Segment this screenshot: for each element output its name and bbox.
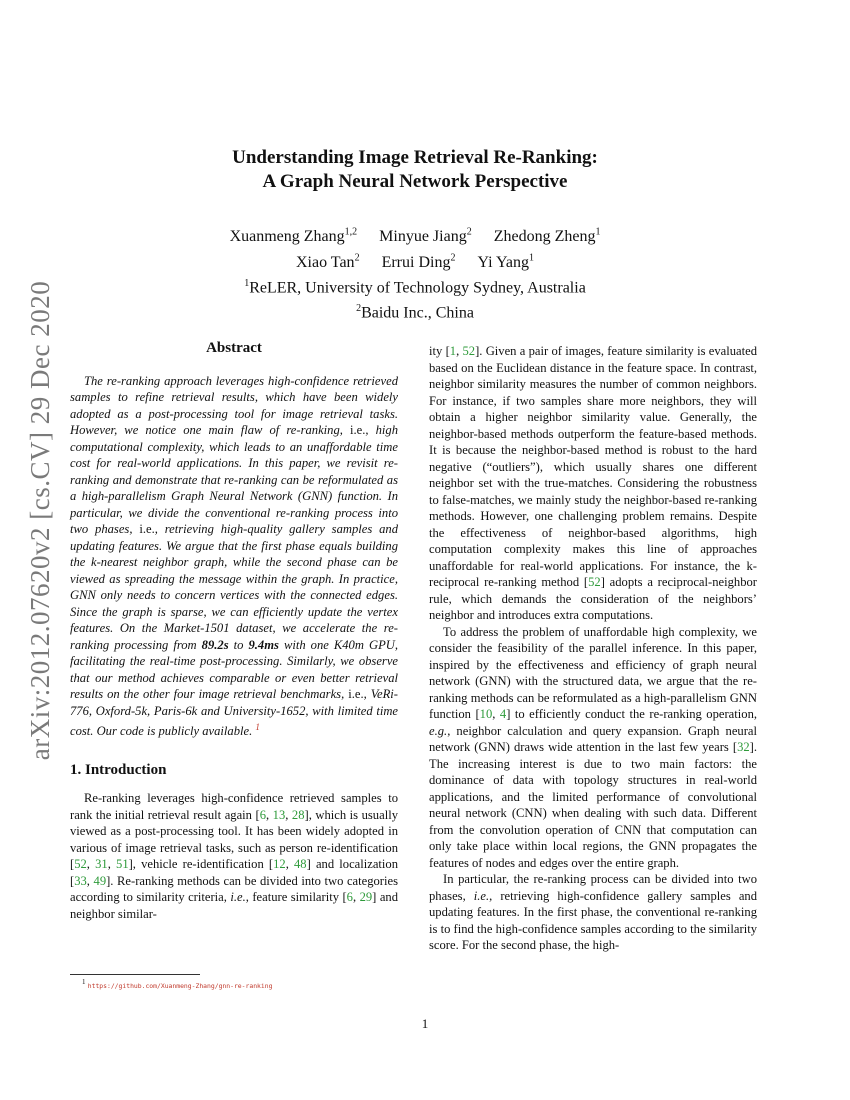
- abstract-heading: Abstract: [206, 340, 262, 356]
- paper-title-line1: Understanding Image Retrieval Re-Ranking:: [232, 147, 598, 168]
- arxiv-stamp-text: arXiv:2012.07620v2 [cs.CV] 29 Dec 2020: [25, 280, 56, 760]
- footnote-ref[interactable]: 1: [255, 722, 260, 732]
- author-row-2: [130, 247, 700, 272]
- citation-link[interactable]: 6: [259, 807, 266, 822]
- affiliation-1: $^1$ReLER, University of Technology Sydney, Australia: [244, 277, 586, 296]
- citation-link[interactable]: 1: [449, 344, 457, 358]
- author: Zhedong Zheng$^1$: [493, 227, 601, 246]
- citation-link[interactable]: 29: [359, 890, 373, 905]
- author-block: [130, 222, 700, 323]
- author: Errui Ding$^2$: [381, 252, 456, 271]
- citation-link[interactable]: 31: [95, 857, 108, 872]
- footnote-url-link[interactable]: https://github.com/Xuanmeng-Zhang/gnn-re-ranking: [87, 982, 273, 990]
- citation-link[interactable]: 13: [272, 807, 286, 822]
- citation-link[interactable]: 49: [93, 873, 107, 888]
- abstract-text: The re-ranking approach leverages high-confidence retrieved samples to refine retrieval results, which have been widely adopted as a post-processing tool for image retrieval tasks. However, we notice one main flaw of re-ranking, i.e., high computational complexity, which leads to an unaffordable time cost for real-world applications. In this paper, we revisit re-ranking and demonstrate that re-ranking can be reformulated as a high-parallelism Graph Neural Network (GNN) function. In particular, we divide the conventional re-ranking process into two phases, i.e., retrieving high-quality gallery samples and updating features. We argue that the first phase equals building the k-nearest neighbor graph, while the second phase can be viewed as spreading the message within the graph. In practice, GNN only needs to concern vertices with the connected edges. Since the graph is sparse, we can efficiently update the vertex features. On the Market-1501 dataset, we accelerate the re-ranking processing from 89.2s to 9.4ms with one K40m GPU, facilitating the real-time post-processing. Similarly, we observe that our method achieves comparable or even better retrieval results on the other four image retrieval benchmarks, i.e., VeRi-776, Oxford-5k, Paris-6k and University-1652, with limited time cost. Our code is publicly available. $^1$: [70, 373, 398, 739]
- author: Xuanmeng Zhang$^{1,2}$: [229, 227, 358, 246]
- citation-link[interactable]: 32: [737, 740, 750, 754]
- title-block: [150, 146, 680, 194]
- citation-link[interactable]: 10: [479, 707, 493, 721]
- paper-title-line2: A Graph Neural Network Perspective: [262, 171, 568, 192]
- citation-link[interactable]: 12: [273, 857, 286, 872]
- body-paragraph: In particular, the re-ranking process can be divided into two phases, i.e., retrieving high-confidence gallery samples and updating features. In the first phase, the conventional re-ranking is to find the high-confidence samples according to the similarity score. For the second phase, the high-: [429, 872, 757, 952]
- intro-paragraph: Re-ranking leverages high-confidence retrieved samples to rank the initial retrieval result again [6, 13, 28], which is usually viewed as a post-processing tool. It has been widely adopted in various of image retrieval tasks, such as person re-identification [52, 31, 51], vehicle re-identification [12, 48] and localization [33, 49]. Re-ranking methods can be divided into two categories according to similarity criteria, i.e., feature similarity [6, 29] and neighbor similar-: [70, 791, 399, 921]
- body-paragraph: ity [1, 52]. Given a pair of images, feature similarity is evaluated based on the Euclidean distance in the feature space. In contrast, neighbor similarity measures the number of common neighbors. For instance, if two samples share more neighbors, they will obtain a higher neighbor similarity value. Generally, the neighbor-based methods outperform the feature-based methods. It is because the neighbor-based method is robust to the hard negative (“outliers”), which usually shares one different neighbor set with the true-matches. Considering the robustness to false-matches, we mainly study the neighbor-based re-ranking methods. However, one challenging problem remains. Despite the effectiveness of neighbor-based algorithms, high computation complexity makes this line of approaches unaffordable for real-world applications. For instance, the k-reciprocal re-ranking method [52] adopts a reciprocal-neighbor rule, which demands the consideration of the neighbors’ neighbor and introduces extra computations.: [429, 344, 757, 622]
- affiliation-2: $^2$Baidu Inc., China: [356, 302, 474, 322]
- section-heading-introduction: 1. Introduction: [70, 761, 167, 778]
- citation-link[interactable]: 52: [462, 344, 476, 358]
- citation-link[interactable]: 28: [291, 807, 305, 822]
- page-number: 1: [421, 1016, 429, 1031]
- author: Yi Yang$^1$: [477, 252, 535, 271]
- right-column: [429, 343, 757, 954]
- author-row-1: [130, 222, 700, 247]
- arxiv-stamp: [18, 280, 64, 760]
- author: Xiao Tan$^2$: [295, 252, 360, 271]
- citation-link[interactable]: 52: [74, 857, 87, 872]
- citation-link[interactable]: 6: [346, 890, 353, 905]
- citation-link[interactable]: 48: [294, 857, 307, 872]
- citation-link[interactable]: 52: [588, 575, 601, 589]
- citation-link[interactable]: 51: [116, 857, 129, 872]
- body-paragraph: To address the problem of unaffordable high complexity, we consider the feasibility of the parallel inference. In this paper, inspired by the effectiveness and efficiency of graph neural network (GNN) with the structured data, we argue that the re-ranking methods can be reformulated as a high-parallelism GNN function [10, 4] to efficiently conduct the re-ranking operation, e.g., neighbor calculation and query expansion. Graph neural network (GNN) draws wide attention in the last few years [32]. The increasing interest is due to two main factors: the dominance of data with topology structures in real-world applications, and the limited performance of convolutional neural network (CNN) when dealing with such data. Different from the convolution operation of CNN that computation can only take place within local regions, the GNN propagates the features of nodes and edges over the entire graph.: [429, 624, 758, 870]
- citation-link[interactable]: 33: [74, 873, 87, 888]
- citation-link[interactable]: 4: [499, 707, 507, 721]
- left-column: [70, 340, 398, 922]
- footnote: $^1$ https://github.com/Xuanmeng-Zhang/gnn-re-ranking: [82, 978, 273, 990]
- author: Minyue Jiang$^2$: [379, 227, 472, 246]
- footnote-rule: [70, 974, 200, 975]
